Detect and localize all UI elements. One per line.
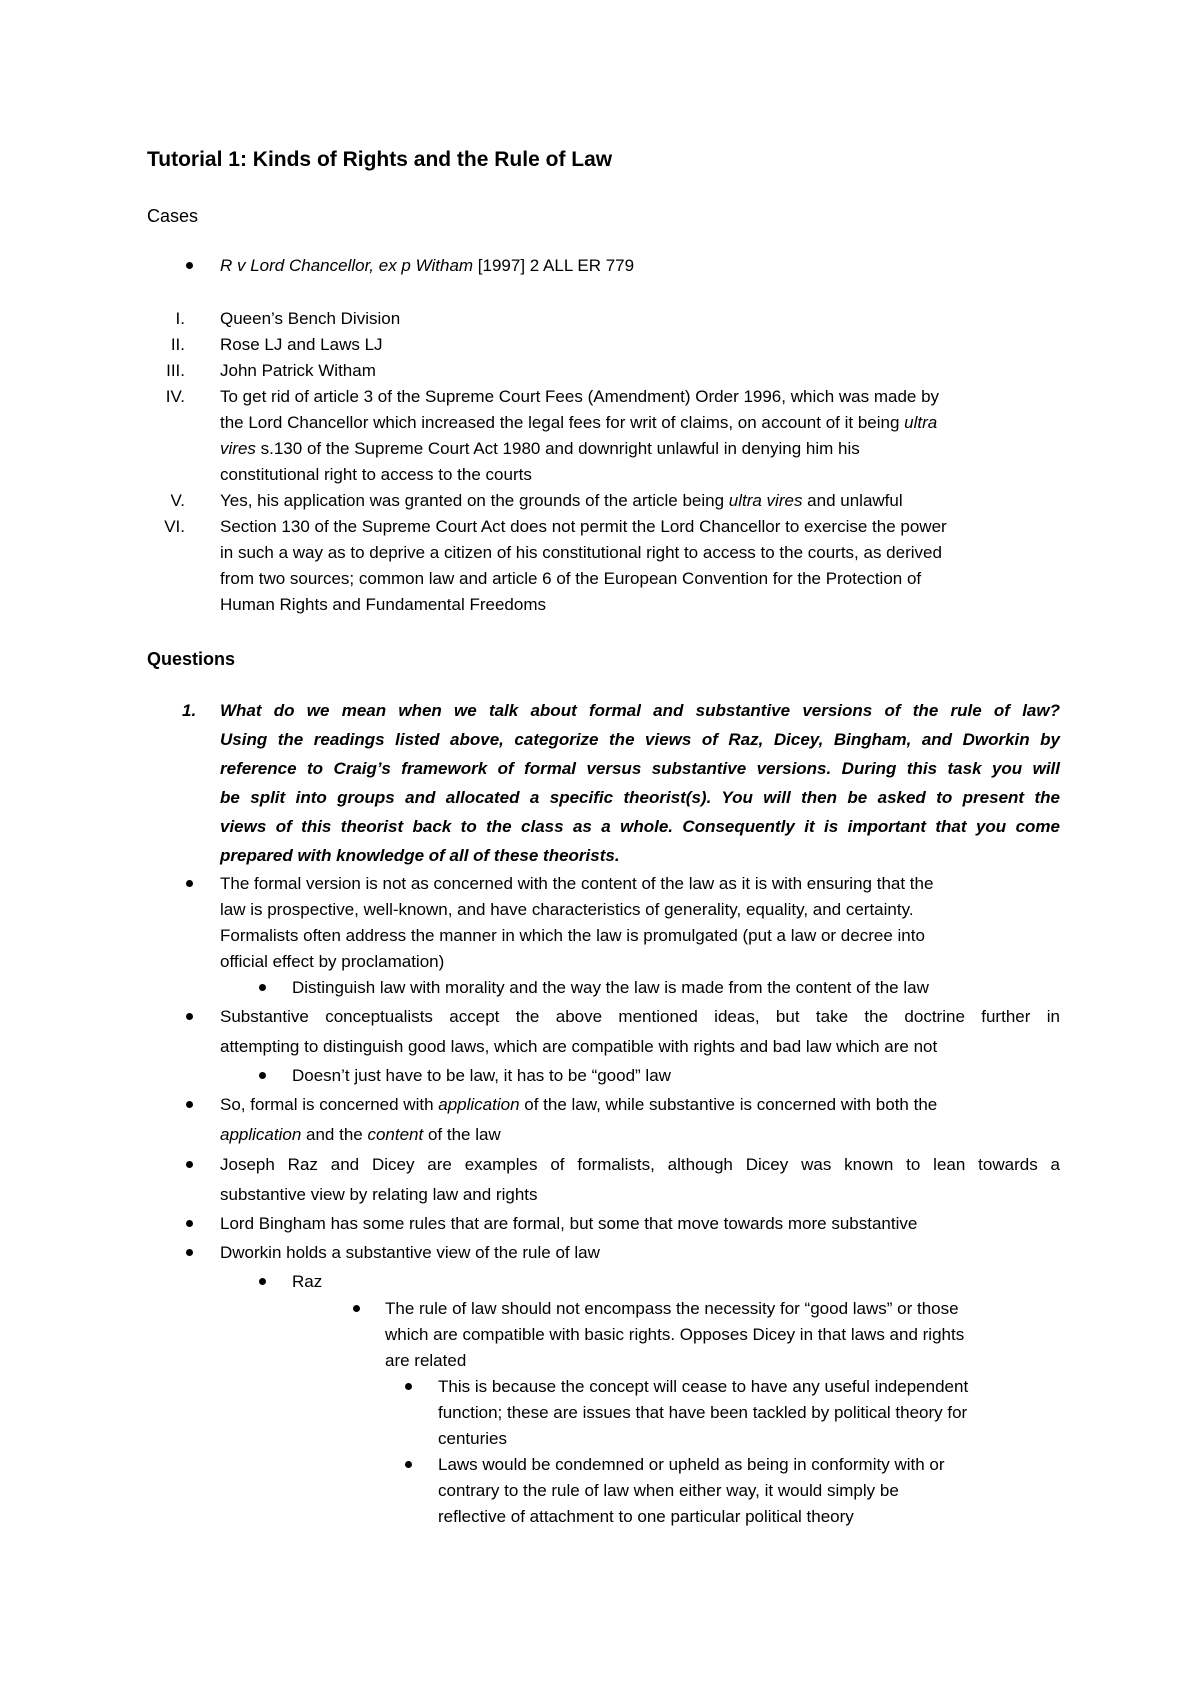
raz-point-line: are related <box>385 1351 467 1370</box>
answer-formal-line: Formalists often address the manner in which the law is promulgated (put a law or decree into <box>220 926 925 945</box>
case-name: R v Lord Chancellor, ex p Witham <box>220 256 474 275</box>
answer-substantive-line: Substantive conceptualists accept the above mentioned ideas, but take the doctrine further in <box>220 1007 1060 1026</box>
answer-formal-line: law is prospective, well-known, and have characteristics of generality, equality, and certainty. <box>220 900 914 919</box>
bullet-icon <box>186 1249 193 1256</box>
case-point-reasoning-line: Section 130 of the Supreme Court Act does not permit the Lord Chancellor to exercise the power <box>220 517 947 536</box>
bullet-icon <box>186 1013 193 1020</box>
case-point-reasoning-line: in such a way as to deprive a citizen of his constitutional right to access to the courts, as derived <box>220 543 942 562</box>
answer-comparison-line: So, formal is concerned with application of the law, while substantive is concerned with both the <box>220 1095 938 1114</box>
answer-formal-line: official effect by proclamation) <box>220 952 445 971</box>
raz-subpoint-line: This is because the concept will cease to have any useful independent <box>438 1377 969 1396</box>
case-point-court: Queen’s Bench Division <box>220 309 401 328</box>
bullet-icon <box>186 1220 193 1227</box>
case-point-issue-line: vires s.130 of the Supreme Court Act 1980 and downright unlawful in denying him his <box>220 439 860 458</box>
case-point-issue-line: constitutional right to access to the courts <box>220 465 532 484</box>
case-point-reasoning-line: from two sources; common law and article 6 of the European Convention for the Protection of <box>220 569 922 588</box>
question-line: prepared with knowledge of all of these theorists. <box>220 846 620 865</box>
bullet-icon <box>186 1101 193 1108</box>
raz-subpoint-line: function; these are issues that have been tackled by political theory for <box>438 1403 968 1422</box>
answer-dworkin: Dworkin holds a substantive view of the rule of law <box>220 1243 600 1262</box>
question-line: views of this theorist back to the class as a whole. Consequently it is important that you come <box>220 817 1060 836</box>
bullet-icon <box>405 1383 412 1390</box>
answer-comparison-line: application and the content of the law <box>220 1125 501 1144</box>
answer-formalists-line: substantive view by relating law and rights <box>220 1185 538 1204</box>
question-line: What do we mean when we talk about formal and substantive versions of the rule of law? <box>220 701 1060 720</box>
raz-subpoint-line: centuries <box>438 1429 507 1448</box>
case-point-number: I. <box>175 309 185 328</box>
case-point-number: II. <box>170 335 185 354</box>
answer-formalists-line: Joseph Raz and Dicey are examples of formalists, although Dicey was known to lean towards a <box>220 1155 1060 1174</box>
bullet-icon <box>259 1072 266 1079</box>
case-reference: [1997] 2 ALL ER 779 <box>473 256 635 275</box>
raz-subpoint-line: Laws would be condemned or upheld as being in conformity with or <box>438 1455 945 1474</box>
answer-bingham: Lord Bingham has some rules that are formal, but some that move towards more substantive <box>220 1214 918 1233</box>
case-point-issue-line: To get rid of article 3 of the Supreme Court Fees (Amendment) Order 1996, which was made by <box>220 387 940 406</box>
question-line: Using the readings listed above, categorize the views of Raz, Dicey, Bingham, and Dworkin by <box>220 730 1060 749</box>
case-point-judges: Rose LJ and Laws LJ <box>220 335 383 354</box>
cases-heading: Cases <box>147 206 199 226</box>
case-point-number: III. <box>166 361 185 380</box>
case-point-outcome: Yes, his application was granted on the grounds of the article being ultra vires and unlawful <box>220 491 903 510</box>
bullet-icon <box>186 262 193 269</box>
question-line: reference to Craig’s framework of formal versus substantive versions. During this task you will <box>220 759 1060 778</box>
case-point-number: VI. <box>164 517 185 536</box>
answer-formal-subpoint: Distinguish law with morality and the way the law is made from the content of the law <box>292 978 929 997</box>
case-point-reasoning-line: Human Rights and Fundamental Freedoms <box>220 595 546 614</box>
raz-subpoint-line: reflective of attachment to one particular political theory <box>438 1507 854 1526</box>
case-citation <box>220 253 634 279</box>
bullet-icon <box>405 1461 412 1468</box>
case-point-issue-line: the Lord Chancellor which increased the legal fees for writ of claims, on account of it being ultra <box>220 413 938 432</box>
page-title: Tutorial 1: Kinds of Rights and the Rule of Law <box>147 148 613 171</box>
bullet-icon <box>186 1161 193 1168</box>
raz-subpoint-line: contrary to the rule of law when either way, it would simply be <box>438 1481 899 1500</box>
raz-label: Raz <box>292 1272 323 1291</box>
raz-point-line: The rule of law should not encompass the necessity for “good laws” or those <box>385 1299 959 1318</box>
answer-substantive-subpoint: Doesn’t just have to be law, it has to be “good” law <box>292 1066 671 1085</box>
case-point-number: IV. <box>165 387 185 406</box>
bullet-icon <box>353 1305 360 1312</box>
case-point-claimant: John Patrick Witham <box>220 361 376 380</box>
answer-formal-line: The formal version is not as concerned with the content of the law as it is with ensuring that the <box>220 874 934 893</box>
bullet-icon <box>259 1278 266 1285</box>
bullet-icon <box>259 984 266 991</box>
case-point-number: V. <box>170 491 185 510</box>
questions-heading: Questions <box>147 649 236 669</box>
question-number: 1. <box>182 701 197 720</box>
raz-point-line: which are compatible with basic rights. Opposes Dicey in that laws and rights <box>385 1325 965 1344</box>
question-line: be split into groups and allocated a specific theorist(s). You will then be asked to present the <box>220 788 1060 807</box>
bullet-icon <box>186 880 193 887</box>
answer-substantive-line: attempting to distinguish good laws, which are compatible with rights and bad law which are not <box>220 1037 938 1056</box>
